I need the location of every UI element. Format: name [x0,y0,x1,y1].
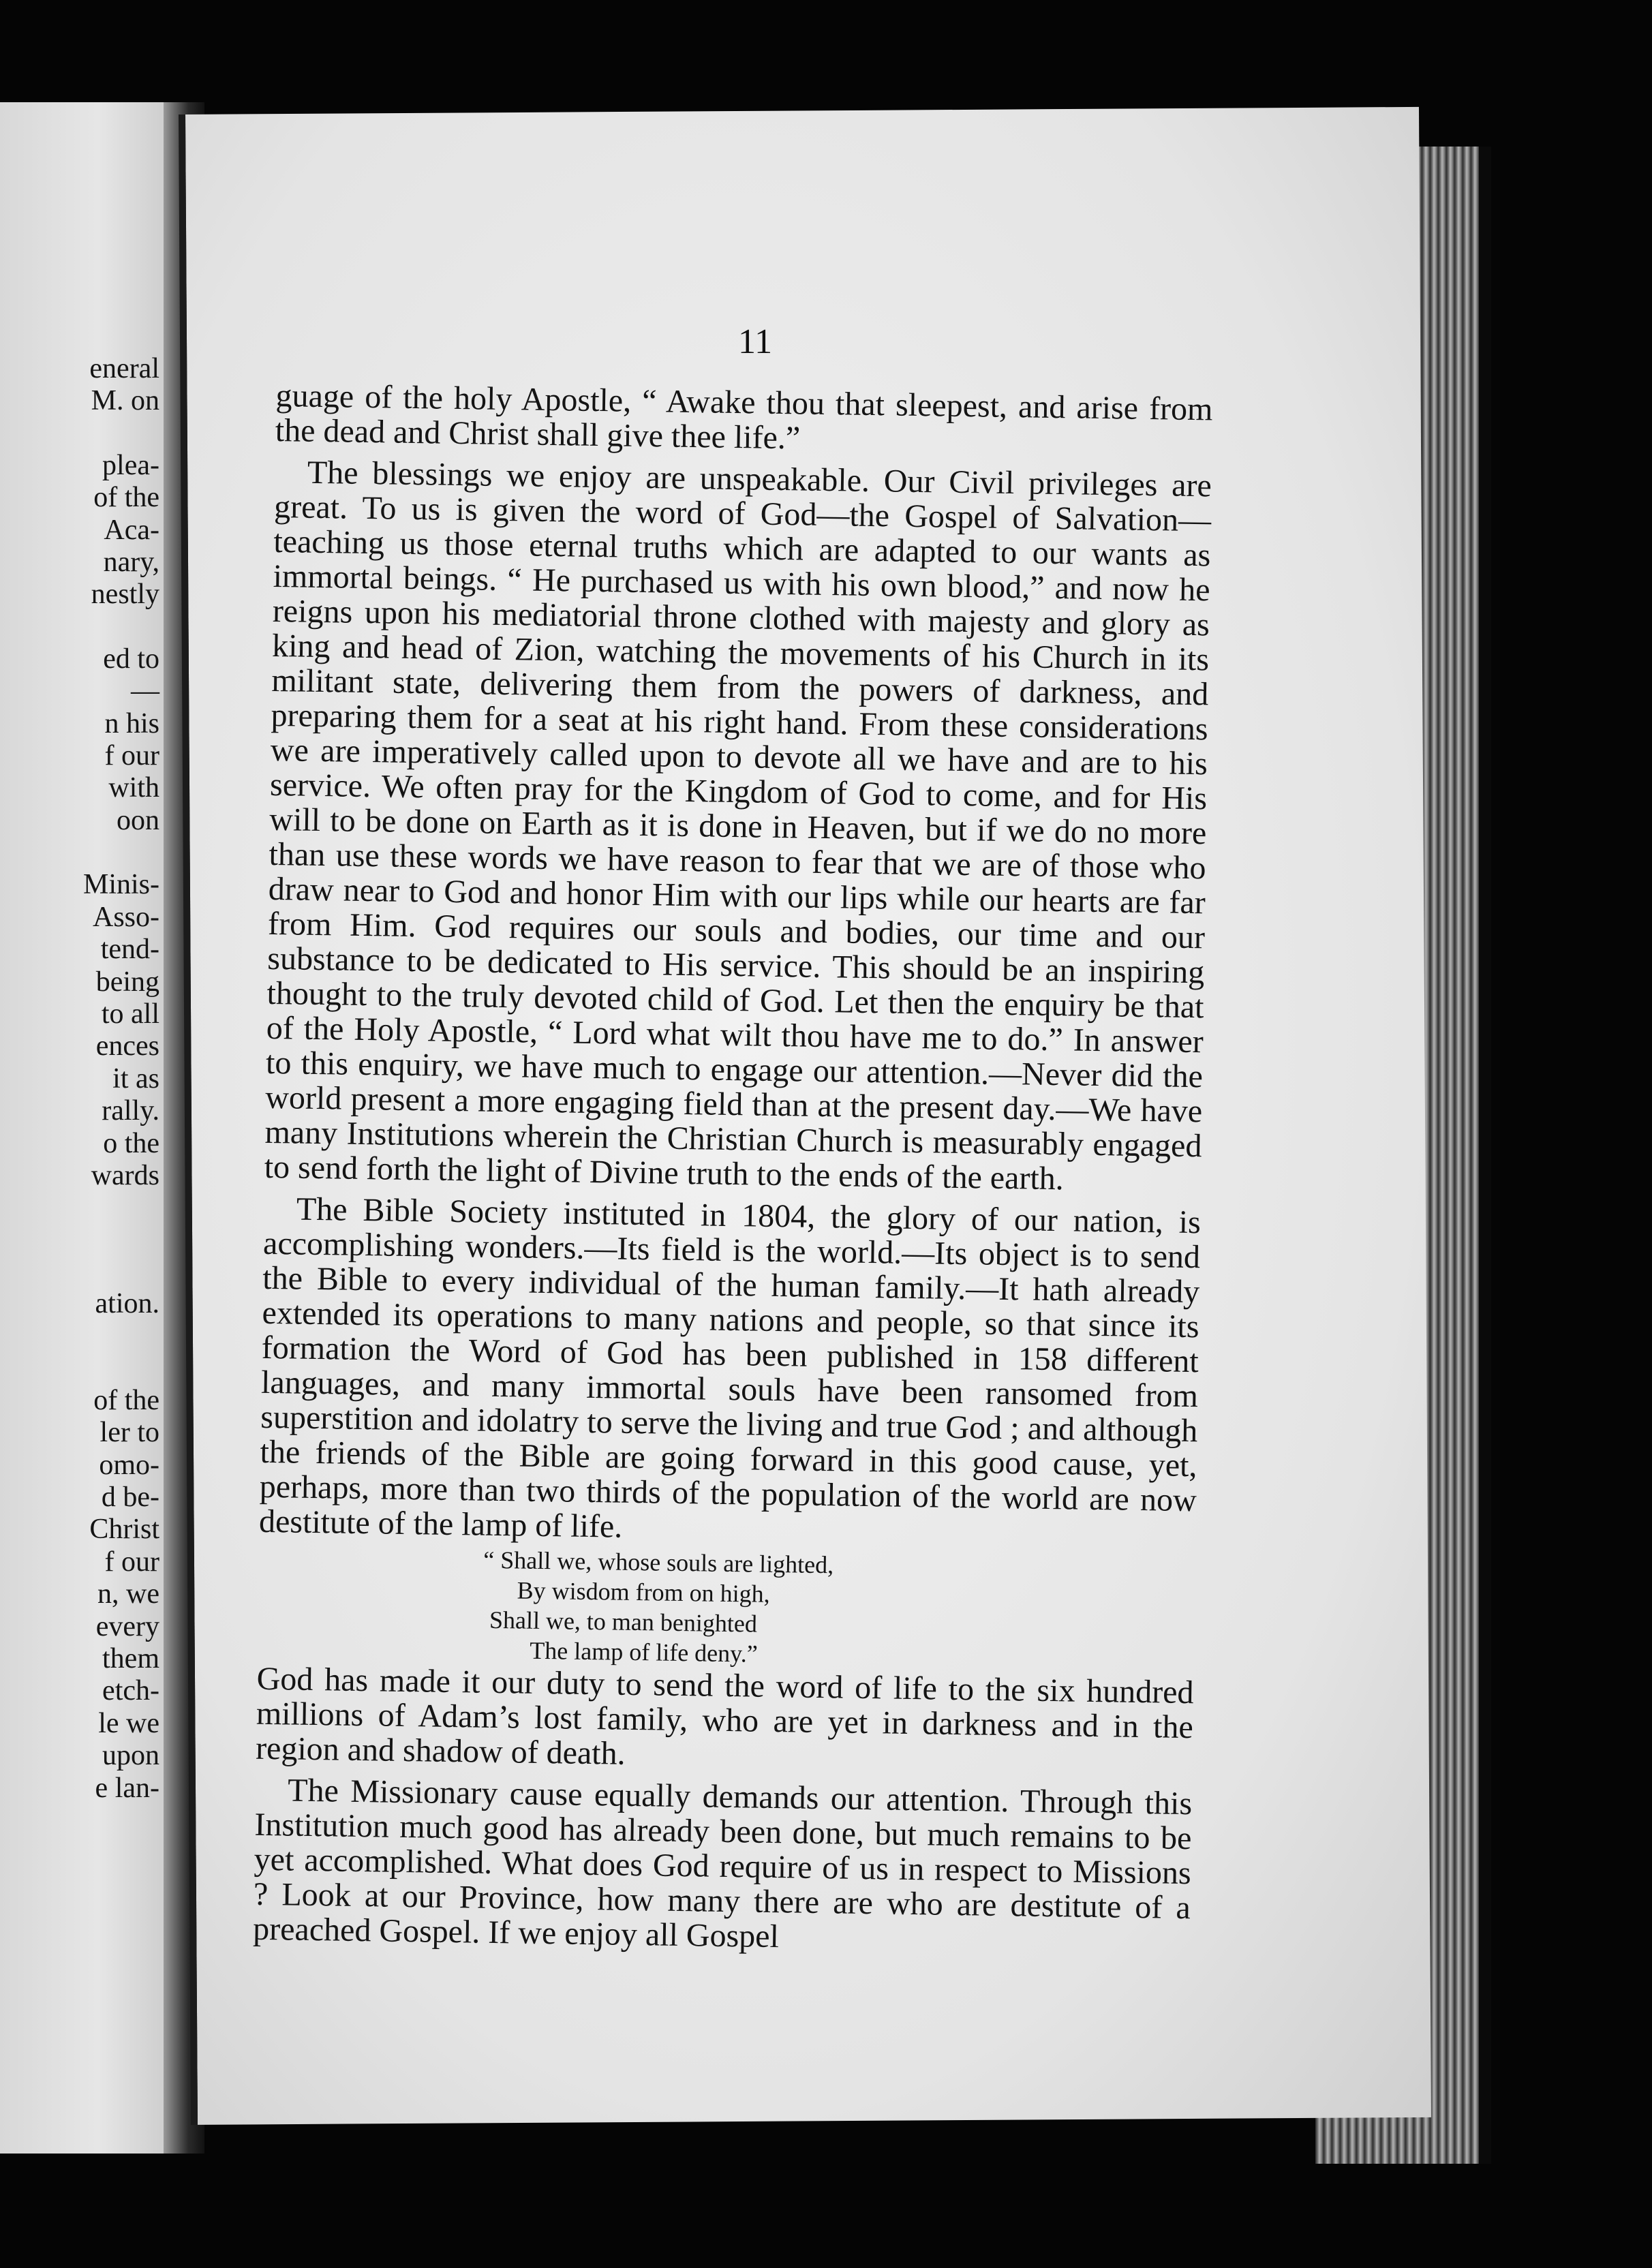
paragraph: The Bible Society instituted in 1804, the glory of our nation, is accomplishing wonders.—Its field is the world.—Its object is to send the Bible to every individual of the human family.—It hath already extended its operations to many nations and people, so that since its formation the Word of God has been published in 158 different languages, and many immortal souls have been ransomed from superstition and idolatry to serve the living and true God ; and although the friends of the Bible are going forward in this good cause, yet, perhaps, more than two thirds of the population of the world are now destitute of the lamp of life. [258,1191,1202,1545]
left-page-line: ences [95,1030,159,1062]
verse-line: Shall we, to man benighted [489,1606,758,1638]
left-page-line: f our [104,1546,159,1578]
left-page-line [83,1192,159,1224]
left-page-line [83,611,159,643]
left-page-line: nary, [103,547,159,579]
page-number: 11 [738,322,773,361]
left-page-line: of the [93,482,159,514]
verse-line: The lamp of life deny.” [530,1636,759,1668]
left-page-line [83,418,159,450]
paragraph: guage of the holy Apostle, “ Awake thou that sleepest, and arise from the dead and Christ shall give thee life.” [275,378,1213,457]
left-page-line: e lan- [95,1772,159,1804]
left-page-line: o the [103,1127,159,1159]
left-page-line [83,1224,159,1256]
left-page-line: Christ [89,1514,159,1546]
left-page-line: n his [104,707,159,739]
left-page-line: Aca- [104,514,159,546]
page-body [253,378,1213,1960]
left-page-fragment [0,102,164,2154]
left-page-line: Asso- [92,901,159,933]
left-page-line: plea- [102,449,159,481]
left-page-text [83,353,159,1805]
paragraph: The Missionary cause equally demands our attention. Through this Institution much good has already been done, but much remains to be yet accomplished. What does God require of us in respect to Missions ? Look at our Province, how many there are who are destitute of a preached Gospel. If we enjoy all Gospel [252,1772,1193,1955]
left-page-line: le we [98,1707,159,1739]
verse-line: By wisdom from on high, [517,1576,770,1608]
left-page-line [83,1353,159,1385]
left-page-line: omo- [99,1449,159,1481]
left-page-line: rally. [102,1095,159,1127]
left-page-line: — [131,675,159,707]
verse-quote [257,1542,1195,1675]
left-page-line: nestly [91,579,159,611]
paragraph: God has made it our duty to send the word of life to the six hundred millions of Adam’s lost family, who are yet in darkness and in the region and shadow of death. [255,1660,1194,1772]
left-page-line [83,1256,159,1288]
left-page-line: n, we [97,1578,159,1610]
verse-line: “ Shall we, whose souls are lighted, [483,1546,834,1579]
book-cover-edge [1479,147,1491,2164]
left-page-line: ler to [100,1417,159,1449]
left-page-line: every [95,1610,159,1642]
left-page-line: eneral [89,353,159,384]
left-page-line: to all [101,998,159,1030]
left-page-line: f our [104,740,159,772]
left-page-line: ed to [103,643,159,675]
left-page-line: being [95,966,159,998]
left-page-line: ation. [95,1288,159,1320]
left-page-line: Minis- [82,869,159,901]
left-page-line: with [108,772,159,804]
left-page-line: wards [91,1159,159,1191]
left-page-line: it as [112,1062,159,1094]
left-page-line: oon [117,804,159,836]
left-page-line: upon [102,1740,159,1772]
left-page-line: of the [93,1384,159,1416]
left-page-line: tend- [100,934,159,966]
left-page-line [83,837,159,869]
left-page-line: M. on [91,385,159,417]
left-page-line [83,1321,159,1353]
left-page-line: etch- [102,1675,159,1707]
paragraph: The blessings we enjoy are unspeakable. Our Civil privileges are great. To us is given the word of God—the Gospel of Salvation—teaching us those eternal truths which are adapted to our wants as immortal beings. “ He purchased us with his own blood,” and now he reigns upon his mediatorial throne clothed with majesty and glory as king and head of Zion, watching the movements of his Church in its militant state, delivering them from the powers of darkness, and preparing them for a seat at his right hand. From these considerations we are imperatively called upon to devote all we have and are to his service. We often pray for the Kingdom of God to come, and for His will to be done on Earth as it is done in Heaven, but if we do no more than use these words we have reason to fear that we are of those who draw near to God and honor Him with our lips while our hearts are far from Him. God requires our souls and bodies, our time and our substance to be dedicated to His service. This should be an inspiring thought to the truly devoted child of God. Let then the enquiry be that of the Holy Apostle, “ Lord what wilt thou have me to do.” In answer to this enquiry, we have much to engage our attention.—Never did the world present a more engaging field than at the present day.—We have many Institutions wherein the Christian Church is measurably engaged to send forth the light of Divine truth to the ends of the earth. [264,454,1212,1197]
left-page-line: them [102,1643,159,1674]
left-page-line: d be- [101,1481,159,1513]
